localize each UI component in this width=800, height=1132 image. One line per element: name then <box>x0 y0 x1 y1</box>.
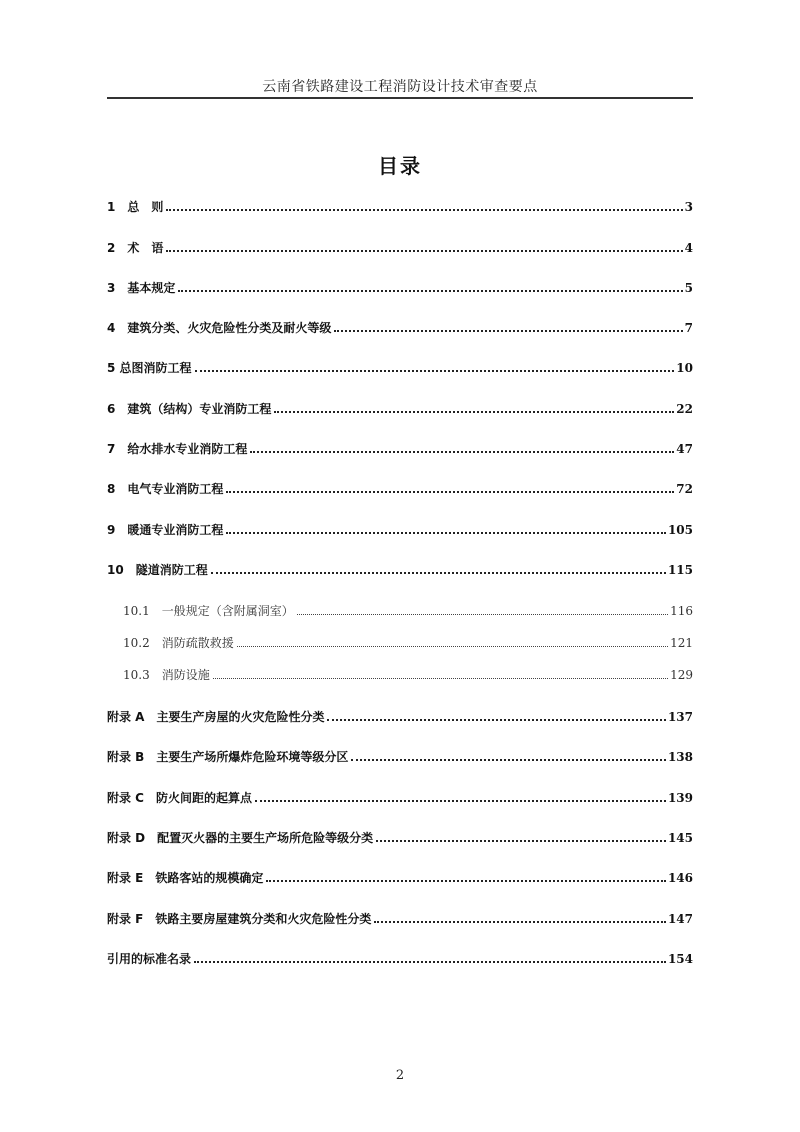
toc-entry-label: 10.3 消防设施 <box>123 668 210 682</box>
toc-entry-page: 139 <box>667 791 693 805</box>
toc-dot-leader <box>274 411 674 413</box>
toc-entry[interactable] <box>107 517 693 537</box>
toc-entry-page: 115 <box>667 563 693 577</box>
toc-entry-page: 3 <box>684 200 693 214</box>
toc-dot-leader <box>327 719 665 721</box>
toc-entry[interactable] <box>107 396 693 416</box>
toc-entry-label: 10.1 一般规定（含附属洞室） <box>123 604 294 618</box>
toc-entry-label: 附录 E 铁路客站的规模确定 <box>107 871 264 885</box>
toc-entry[interactable] <box>107 906 693 926</box>
toc-entry[interactable] <box>107 275 693 295</box>
toc-entry-page: 5 <box>684 281 693 295</box>
toc-dot-leader <box>166 250 682 252</box>
toc-dot-leader <box>266 880 666 882</box>
toc-dot-leader <box>297 614 668 615</box>
toc-entry-label: 1 总 则 <box>107 200 164 214</box>
toc-entry-page: 137 <box>667 710 693 724</box>
toc-entry-page: 7 <box>684 321 693 335</box>
toc-entry-page: 138 <box>667 750 693 764</box>
toc-entry-page: 121 <box>670 636 693 650</box>
toc-entry-page: 145 <box>667 831 693 845</box>
toc-entry[interactable] <box>107 436 693 456</box>
toc-entry-label: 附录 F 铁路主要房屋建筑分类和火灾危险性分类 <box>107 912 372 926</box>
toc-dot-leader <box>250 451 674 453</box>
toc-dot-leader <box>194 961 666 963</box>
toc-entry-page: 154 <box>667 952 693 966</box>
toc-entry-page: 10 <box>676 361 693 375</box>
toc-entry-label: 7 给水排水专业消防工程 <box>107 442 248 456</box>
toc-dot-leader <box>351 759 666 761</box>
toc-dot-leader <box>226 491 674 493</box>
toc-entry[interactable] <box>107 865 693 885</box>
toc-entry-label: 10.2 消防疏散救援 <box>123 636 234 650</box>
toc-entry[interactable] <box>107 946 693 966</box>
toc-entry-label: 6 建筑（结构）专业消防工程 <box>107 402 272 416</box>
toc-entry-page: 116 <box>670 604 693 618</box>
toc-entry[interactable] <box>107 744 693 764</box>
toc-entry[interactable] <box>107 355 693 375</box>
toc-entry[interactable] <box>107 476 693 496</box>
toc-entry[interactable] <box>107 235 693 255</box>
toc-entry-label: 引用的标准名录 <box>107 952 192 966</box>
toc-dot-leader <box>213 678 668 679</box>
toc-dot-leader <box>255 800 666 802</box>
toc-entry-page: 4 <box>684 241 693 255</box>
toc-entry[interactable] <box>107 704 693 724</box>
toc-title: 目录 <box>378 154 422 178</box>
toc-entry-label: 3 基本规定 <box>107 281 176 295</box>
toc-dot-leader <box>376 840 666 842</box>
toc-entry-page: 129 <box>670 668 693 682</box>
toc-entry-page: 47 <box>676 442 693 456</box>
toc-entry[interactable] <box>107 315 693 335</box>
toc-entry-label: 附录 C 防火间距的起算点 <box>107 791 252 805</box>
toc-entry[interactable] <box>107 557 693 577</box>
toc-entry-page: 146 <box>667 871 693 885</box>
header-rule <box>107 97 693 99</box>
toc-entry[interactable] <box>107 785 693 805</box>
page-number: 2 <box>395 1068 405 1083</box>
toc-entry-label: 附录 D 配置灭火器的主要生产场所危险等级分类 <box>107 831 374 845</box>
toc-dot-leader <box>211 572 666 574</box>
toc-dot-leader <box>226 532 666 534</box>
toc-dot-leader <box>374 921 666 923</box>
toc-entry-page: 147 <box>667 912 693 926</box>
toc-subentry[interactable] <box>123 662 693 682</box>
toc-entry-label: 2 术 语 <box>107 241 164 255</box>
toc-subentry[interactable] <box>123 598 693 618</box>
toc-entry-label: 9 暖通专业消防工程 <box>107 523 224 537</box>
toc-entry-label: 5 总图消防工程 <box>107 361 192 375</box>
toc-entry-label: 8 电气专业消防工程 <box>107 482 224 496</box>
toc-dot-leader <box>178 290 682 292</box>
toc-dot-leader <box>166 209 682 211</box>
toc-entry-label: 附录 A 主要生产房屋的火灾危险性分类 <box>107 710 325 724</box>
toc-entry-label: 10 隧道消防工程 <box>107 563 208 577</box>
toc-dot-leader <box>195 370 675 372</box>
toc-entry-page: 105 <box>667 523 693 537</box>
toc-entry[interactable] <box>107 194 693 214</box>
toc-subentry[interactable] <box>123 630 693 650</box>
toc-entry[interactable] <box>107 825 693 845</box>
toc-entry-page: 72 <box>676 482 693 496</box>
running-header: 云南省铁路建设工程消防设计技术审查要点 <box>262 79 538 95</box>
toc-entry-label: 4 建筑分类、火灾危险性分类及耐火等级 <box>107 321 332 335</box>
toc-dot-leader <box>334 330 682 332</box>
toc-dot-leader <box>237 646 668 647</box>
toc-entry-page: 22 <box>676 402 693 416</box>
toc-entry-label: 附录 B 主要生产场所爆炸危险环境等级分区 <box>107 750 349 764</box>
